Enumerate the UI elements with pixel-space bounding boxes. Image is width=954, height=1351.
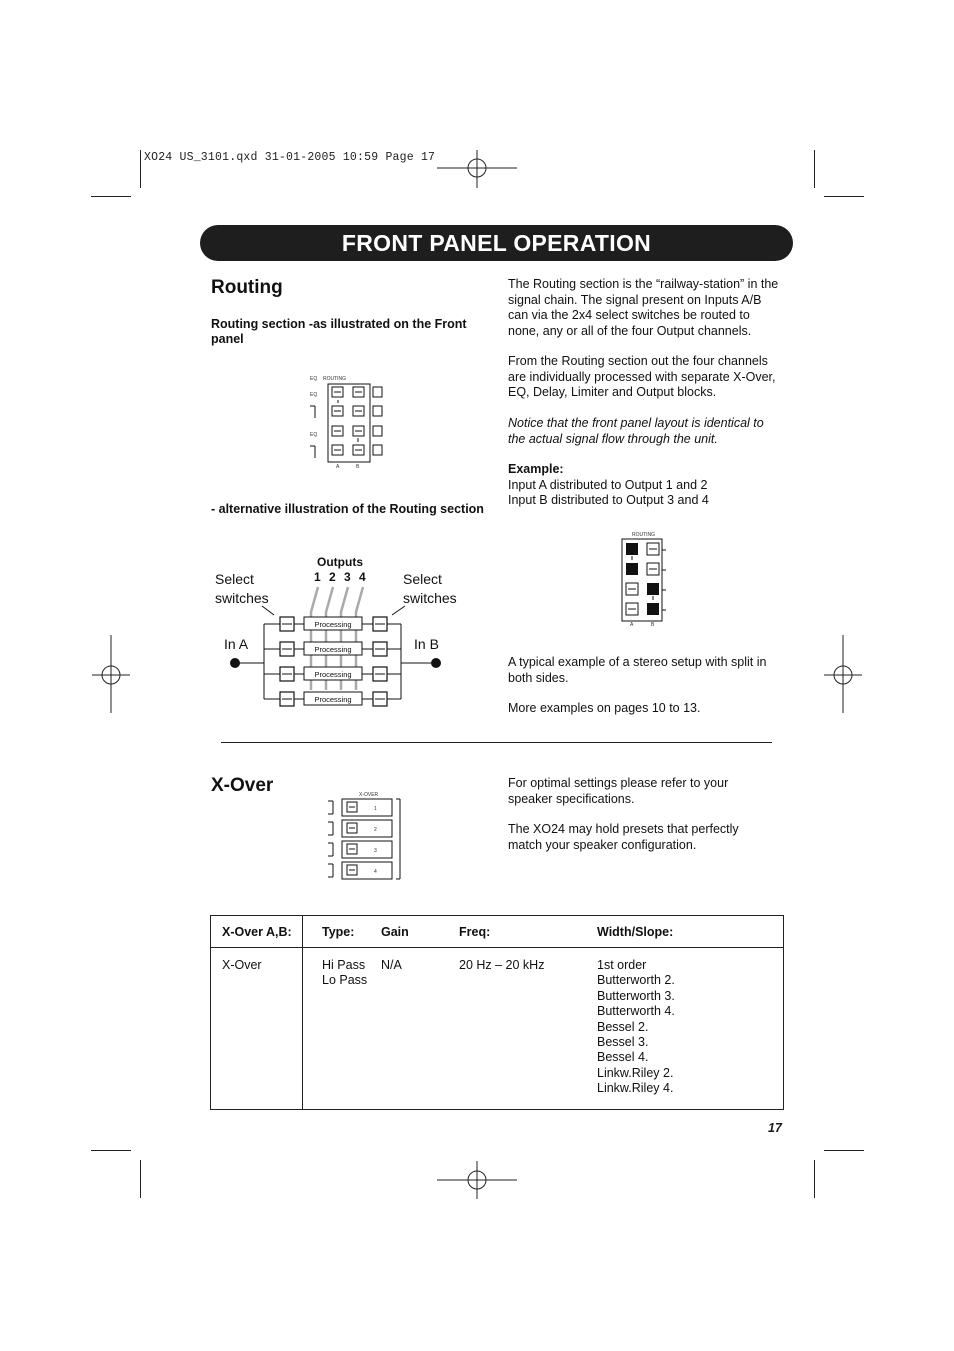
processing-block-2: Processing — [314, 645, 352, 654]
cell-slopes — [597, 948, 784, 1110]
slope-value: Linkw.Riley 4. — [597, 1081, 674, 1096]
panel-a-label: A — [336, 464, 340, 470]
crop-mark — [814, 1160, 815, 1198]
registration-mark-right — [822, 635, 864, 715]
routing-note: Notice that the front panel layout is identical to the actual signal flow through the unit. — [508, 416, 764, 446]
row-label: X-Over — [211, 948, 303, 1110]
processing-block-4: Processing — [314, 695, 352, 704]
slope-value: Bessel 4. — [597, 1050, 649, 1065]
page-banner — [200, 225, 793, 261]
page-title: FRONT PANEL OPERATION — [341, 230, 652, 256]
routing-paragraph-1: The Routing section is the “railway-station” in the signal chain. The signal present on Inputs A/B can via the 2x4 select switches be routed to none, any or all of the four Output channels. — [508, 277, 779, 338]
slope-value: Butterworth 3. — [597, 988, 675, 1003]
routing-paragraph-3: A typical example of a stereo setup with split in both sides. — [508, 655, 767, 685]
xover-panel-title: X-OVER — [359, 792, 379, 798]
xover-num-3: 3 — [374, 848, 377, 854]
diagram-output-4: 4 — [359, 570, 366, 584]
xover-spec-table — [210, 915, 784, 1110]
example-line-2: Input B distributed to Output 3 and 4 — [508, 493, 709, 507]
type-value: Lo Pass — [322, 973, 368, 988]
section-divider — [221, 742, 772, 743]
crop-mark — [824, 196, 864, 197]
slope-value: Linkw.Riley 2. — [597, 1065, 674, 1080]
example-panel-b: B — [651, 622, 655, 628]
table-row — [211, 948, 784, 1110]
panel-eq-top-label: EQ — [310, 376, 318, 382]
crop-mark — [91, 196, 131, 197]
cell-gain: N/A — [381, 958, 402, 972]
slope-value: 1st order — [597, 958, 647, 972]
panel-routing-title: ROUTING — [323, 376, 347, 382]
routing-front-panel-illustration — [305, 372, 387, 470]
routing-example-panel — [620, 530, 670, 628]
routing-diagram — [212, 552, 474, 712]
panel-eq2-label: EQ — [310, 432, 318, 438]
processing-block-1: Processing — [314, 620, 352, 629]
xover-paragraph-2: The XO24 may hold presets that perfectly match your speaker configuration. — [508, 822, 739, 852]
page-number: 17 — [768, 1121, 782, 1135]
xover-heading: X-Over — [211, 775, 274, 796]
slope-value: Butterworth 4. — [597, 1004, 675, 1019]
header-freq: Freq: — [459, 916, 597, 948]
routing-caption-1: Routing section -as illustrated on the Front panel — [211, 317, 467, 346]
table-header-row — [211, 916, 784, 948]
crop-mark — [824, 1150, 864, 1151]
routing-caption-2: - alternative illustration of the Routing section — [211, 502, 484, 516]
routing-paragraph-4: More examples on pages 10 to 13. — [508, 701, 701, 715]
registration-mark-left — [90, 635, 132, 715]
cell-types — [303, 948, 382, 1110]
xover-num-4: 4 — [374, 869, 377, 875]
routing-paragraph-2: From the Routing section out the four channels are individually processed with separate X-Over, EQ, Delay, Limiter and Output blocks. — [508, 354, 776, 399]
crop-mark — [814, 150, 815, 188]
crop-mark — [91, 1150, 131, 1151]
slope-value: Bessel 3. — [597, 1035, 649, 1050]
example-label: Example: — [508, 462, 564, 476]
xover-paragraph-1: For optimal settings please refer to your speaker specifications. — [508, 776, 729, 806]
select-right-line1: Select — [403, 571, 442, 587]
slope-value: Bessel 2. — [597, 1019, 649, 1034]
header-xover: X-Over A,B: — [211, 916, 303, 948]
in-b-label: In B — [414, 636, 439, 652]
in-a-label: In A — [224, 636, 249, 652]
select-left-line1: Select — [215, 571, 254, 587]
panel-eq1-label: EQ — [310, 392, 318, 398]
crop-mark — [140, 1160, 141, 1198]
slug-line: XO24 US_3101.qxd 31-01-2005 10:59 Page 17 — [144, 151, 436, 164]
crop-mark — [140, 150, 141, 188]
diagram-output-3: 3 — [344, 570, 351, 584]
example-panel-a: A — [630, 622, 634, 628]
panel-b-label: B — [356, 464, 360, 470]
xover-num-1: 1 — [374, 806, 377, 812]
diagram-outputs-label: Outputs — [317, 555, 363, 569]
select-right-line2: switches — [403, 590, 457, 606]
example-line-1: Input A distributed to Output 1 and 2 — [508, 478, 708, 492]
type-value: Hi Pass — [322, 958, 366, 972]
header-gain: Gain — [381, 916, 459, 948]
registration-mark-top — [437, 148, 517, 190]
cell-freq: 20 Hz – 20 kHz — [459, 958, 545, 972]
diagram-output-1: 1 — [314, 570, 321, 584]
header-width-slope: Width/Slope: — [597, 916, 784, 948]
header-type: Type: — [303, 916, 382, 948]
example-panel-title: ROUTING — [632, 532, 656, 538]
routing-heading: Routing — [211, 277, 283, 298]
registration-mark-bottom — [437, 1159, 517, 1201]
processing-block-3: Processing — [314, 670, 352, 679]
slope-value: Butterworth 2. — [597, 973, 675, 988]
select-left-line2: switches — [215, 590, 269, 606]
diagram-output-2: 2 — [329, 570, 336, 584]
xover-panel-illustration — [325, 790, 405, 880]
xover-num-2: 2 — [374, 827, 377, 833]
